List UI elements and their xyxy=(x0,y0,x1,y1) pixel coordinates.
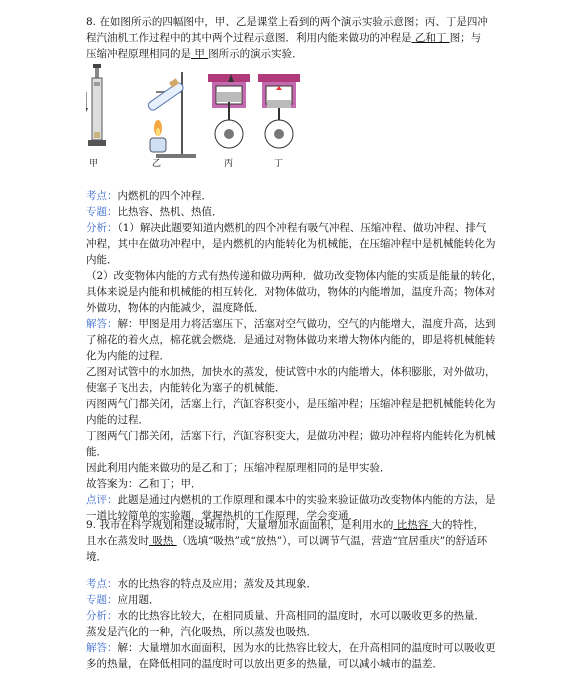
s8-jieda-1: 了棉花的着火点，棉花就会燃烧．是通过对物体做功来增大物体内能的，即是将机械能转 xyxy=(86,334,496,346)
q8-answer-1: 乙和丁 xyxy=(411,32,450,44)
s8-jieda-3: 乙图对试管中的水加热，加快水的蒸发，使试管中水的内能增大，体积膨胀，对外做功， xyxy=(86,366,496,378)
s9-jieda-1: 多的热量，在降低相同的温度时可以放出更多的热量，可以减小城市的温差． xyxy=(86,658,443,670)
s8-jieda-tag: 解答： xyxy=(86,318,118,330)
figure-label-jia: 甲 xyxy=(89,159,99,169)
s9-zhuanti-tag: 专题： xyxy=(86,594,118,606)
s9-fenxi-line: 水的比热容比较大，在相同质量、升高相同的温度时，水可以吸收更多的热量． xyxy=(117,610,485,622)
q9-line-3: 境． xyxy=(86,551,107,563)
figure-label-ding: 丁 xyxy=(274,159,284,169)
s8-dianping-1: 一道比较简单的实验题，掌握热机的工作原理，学会变通． xyxy=(86,510,359,522)
s9-kaodian xyxy=(86,576,518,592)
q8-answer-2: 甲 xyxy=(191,48,209,60)
figure-ding-power-stroke xyxy=(258,74,300,148)
q9-line-2a: 且水在蒸发时 xyxy=(86,535,149,547)
s8-dianping-tag: 点评： xyxy=(86,494,118,506)
s8-jieda-2: 化为内能的过程． xyxy=(86,350,170,362)
figure-label-bing: 丙 xyxy=(224,159,234,169)
q8-line-1: 8. 在如图所示的四幅图中，甲、乙是课堂上看到的两个演示实验示意图；丙、丁是四冲 xyxy=(86,16,488,28)
q9-answer-2: 吸热 xyxy=(149,535,177,547)
s8-jieda-line: 解：甲图是用力将活塞压下，活塞对空气做功，空气的内能增大，温度升高，达到 xyxy=(117,318,496,330)
figure-label-yi: 乙 xyxy=(152,159,162,169)
q8-figures xyxy=(86,62,306,172)
s8-jieda-0 xyxy=(86,316,518,332)
q8-line-2b: 图；与 xyxy=(449,32,482,44)
s8-zhuanti-text: 比热容、热机、热值． xyxy=(117,206,223,218)
q9-line-1b: 大的特性， xyxy=(431,519,485,531)
s9-fenxi-1: 蒸发是汽化的一种，汽化吸热，所以蒸发也吸热． xyxy=(86,626,317,638)
s8-fenxi-line: （1）解决此题要知道内燃机的四个冲程有吸气冲程、压缩冲程、做功冲程、排气 xyxy=(117,222,487,234)
s9-jieda-line: 解：大量增加水面面积，因为水的比热容比较大，在升高相同的温度时可以吸收更 xyxy=(117,642,496,654)
s8-zhuanti-tag: 专题： xyxy=(86,206,118,218)
solution-9 xyxy=(86,576,518,672)
question-9 xyxy=(86,517,526,565)
s8-dianping-line: 此题是通过内燃机的工作原理和课本中的实验来验证做功改变物体内能的方法，是 xyxy=(117,494,496,506)
s8-kaodian-text: 内燃机的四个冲程． xyxy=(117,190,212,202)
s9-kaodian-text: 水的比热容的特点及应用；蒸发及其现象． xyxy=(117,578,317,590)
q9-answer-1: 比热容 xyxy=(393,519,432,531)
s8-jieda-6: 内能的过程． xyxy=(86,414,149,426)
q8-line-2 xyxy=(86,30,526,46)
s8-fenxi-1: 冲程，其中在做功冲程中，是内燃机的内能转化为机械能，在压缩冲程中是机械能转化为 xyxy=(86,238,496,250)
s8-jieda-10: 故答案为：乙和丁；甲． xyxy=(86,478,202,490)
q9-line-1a: 9. 我市在科学规划和建设城市时，大量增加水面面积，是利用水的 xyxy=(86,519,394,531)
s8-fenxi-3: （2）改变物体内能的方式有热传递和做功两种．做功改变物体内能的实质是能量的转化， xyxy=(86,270,503,282)
s8-fenxi-4: 具体来说是内能和机械能的相互转化．对物体做功，物体的内能增加，温度升高；物体对 xyxy=(86,286,496,298)
s8-jieda-4: 使塞子飞出去，内能转化为塞子的机械能． xyxy=(86,382,286,394)
s8-dianping-0 xyxy=(86,492,518,508)
s8-fenxi-tag: 分析： xyxy=(86,222,118,234)
question-8 xyxy=(86,14,526,62)
s9-jieda-0 xyxy=(86,640,518,656)
s8-kaodian xyxy=(86,188,518,204)
s8-jieda-9: 因此利用内能来做功的是乙和丁；压缩冲程原理相同的是甲实验． xyxy=(86,462,391,474)
s9-jieda-tag: 解答： xyxy=(86,642,118,654)
s9-zhuanti xyxy=(86,592,518,608)
q8-line-3b: 图所示的演示实验． xyxy=(208,48,303,60)
s9-fenxi-tag: 分析： xyxy=(86,610,118,622)
q9-line-2b: （选填“吸热”或“放热”），可以调节气温，营造“宜居重庆”的舒适环 xyxy=(176,535,488,547)
s9-zhuanti-text: 应用题． xyxy=(117,594,160,606)
solution-8 xyxy=(86,188,518,524)
q8-line-3 xyxy=(86,46,526,62)
q9-line-2 xyxy=(86,533,526,549)
figure-jia-compression-tube xyxy=(86,64,106,146)
s8-fenxi-5: 外做功，物体的内能减少，温度降低． xyxy=(86,302,265,314)
s8-zhuanti xyxy=(86,204,518,220)
figure-bing-compression-stroke xyxy=(208,74,250,148)
s8-kaodian-tag: 考点： xyxy=(86,190,118,202)
s8-fenxi-2: 内能． xyxy=(86,254,118,266)
s9-fenxi-0 xyxy=(86,608,518,624)
s8-fenxi-0 xyxy=(86,220,518,236)
figure-yi-heated-test-tube xyxy=(147,72,196,158)
s8-jieda-7: 丁图两气门都关闭，活塞下行，汽缸容积变大，是做功冲程；做功冲程将内能转化为机械 xyxy=(86,430,496,442)
q8-line-3a: 压缩冲程原理相同的是 xyxy=(86,48,191,60)
experiment-illustrations xyxy=(86,62,306,172)
s9-kaodian-tag: 考点： xyxy=(86,578,118,590)
s8-jieda-5: 丙图两气门都关闭，活塞上行，汽缸容积变小，是压缩冲程；压缩冲程是把机械能转化为 xyxy=(86,398,496,410)
s8-jieda-8: 能． xyxy=(86,446,107,458)
q8-line-2a: 程汽油机工作过程中的其中两个过程示意图．利用内能来做功的冲程是 xyxy=(86,32,412,44)
q9-line-1 xyxy=(86,517,526,533)
